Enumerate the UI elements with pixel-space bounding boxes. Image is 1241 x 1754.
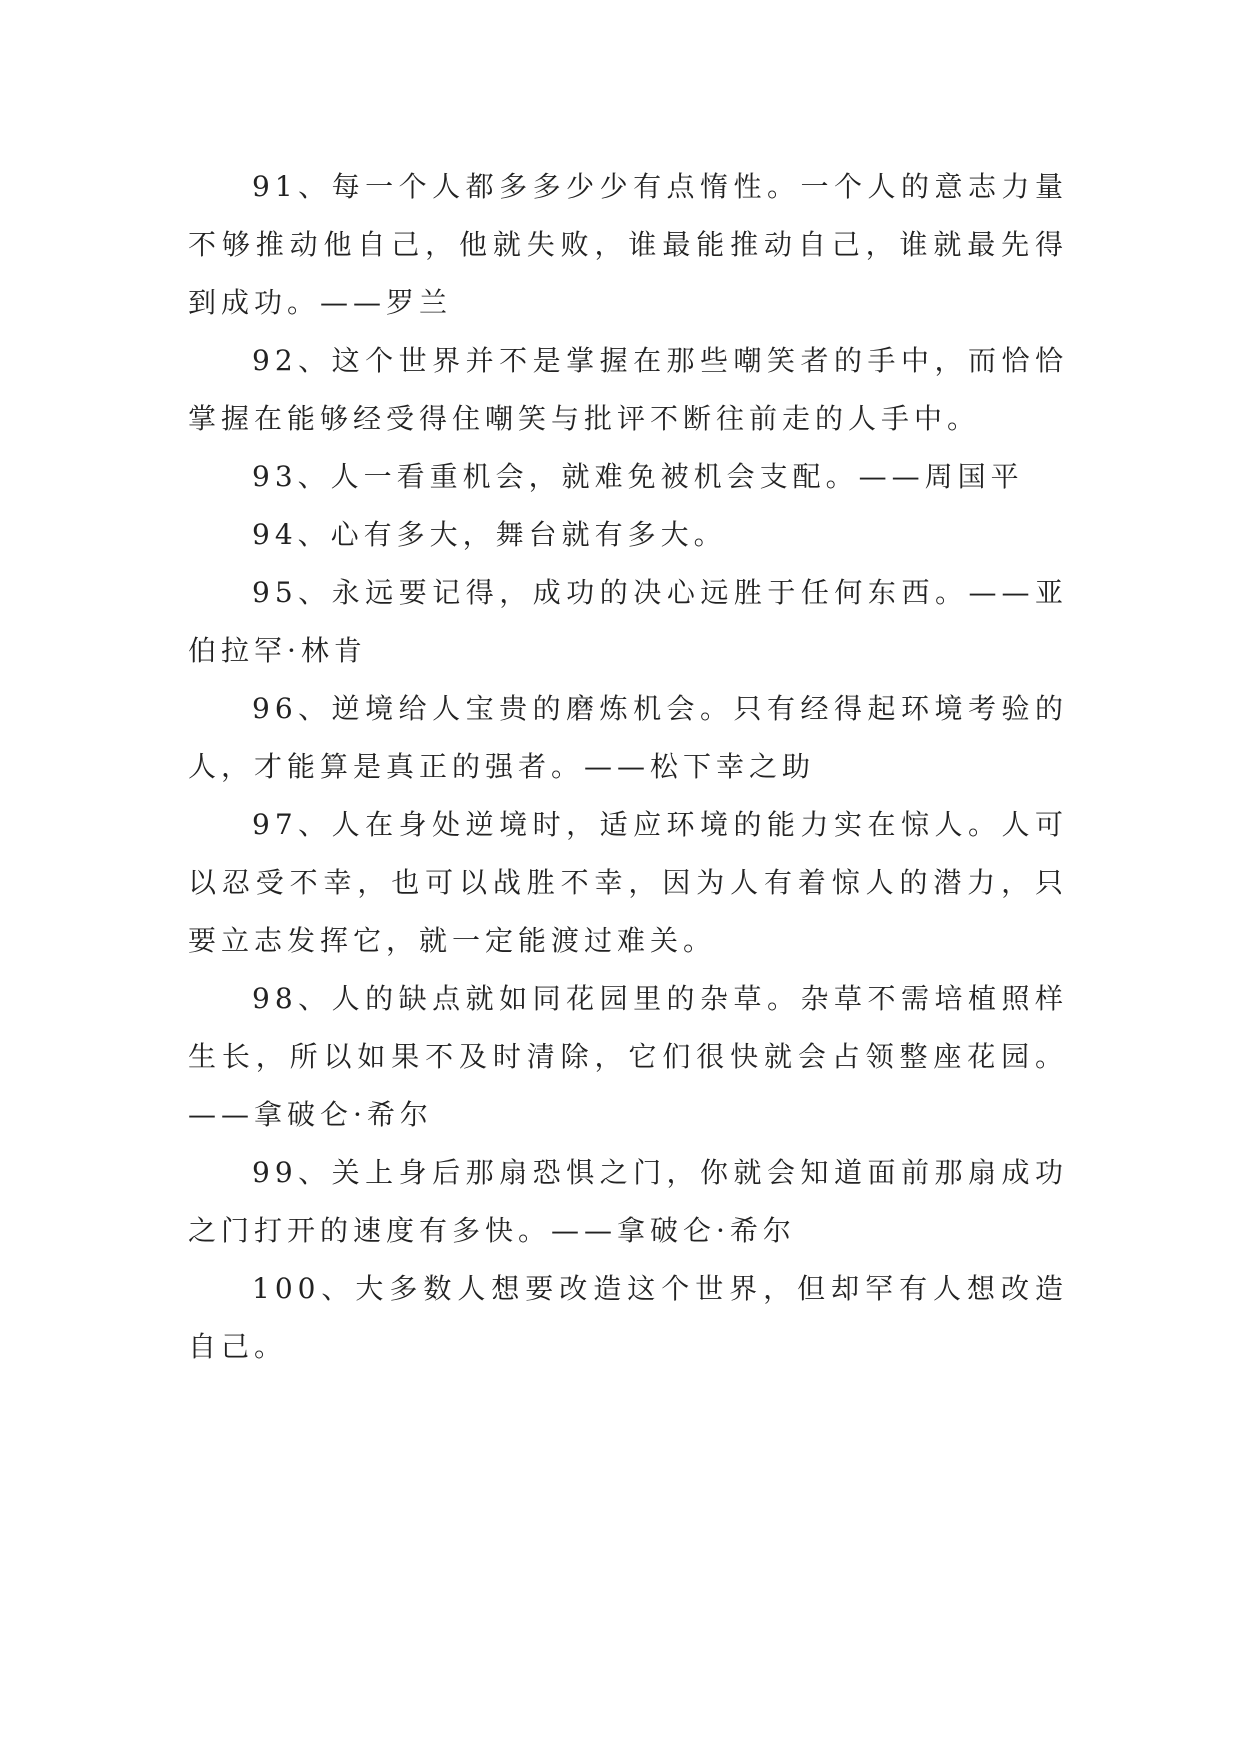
quote-paragraph-91: 91、每一个人都多多少少有点惰性。一个人的意志力量不够推动他自己，他就失败，谁最能推动自己，谁就最先得到成功。——罗兰 [188, 170, 1068, 319]
quote-paragraph-95: 95、永远要记得，成功的决心远胜于任何东西。——亚伯拉罕·林肯 [188, 576, 1068, 667]
quote-paragraph-99: 99、关上身后那扇恐惧之门，你就会知道面前那扇成功之门打开的速度有多快。——拿破仑·希尔 [188, 1156, 1068, 1247]
quote-paragraph-94: 94、心有多大，舞台就有多大。 [252, 518, 727, 551]
quote-list [188, 158, 1068, 1376]
quote-paragraph-100: 100、大多数人想要改造这个世界，但却罕有人想改造自己。 [188, 1272, 1068, 1363]
quote-paragraph-92: 92、这个世界并不是掌握在那些嘲笑者的手中，而恰恰掌握在能够经受得住嘲笑与批评不断往前走的人手中。 [188, 344, 1068, 435]
quote-paragraph-93: 93、人一看重机会，就难免被机会支配。——周国平 [252, 460, 1024, 493]
quote-paragraph-96: 96、逆境给人宝贵的磨炼机会。只有经得起环境考验的人，才能算是真正的强者。——松下幸之助 [188, 692, 1068, 783]
quote-paragraph-98: 98、人的缺点就如同花园里的杂草。杂草不需培植照样生长，所以如果不及时清除，它们很快就会占领整座花园。——拿破仑·希尔 [188, 982, 1068, 1131]
quote-paragraph-97: 97、人在身处逆境时，适应环境的能力实在惊人。人可以忍受不幸，也可以战胜不幸，因为人有着惊人的潜力，只要立志发挥它，就一定能渡过难关。 [188, 808, 1068, 957]
